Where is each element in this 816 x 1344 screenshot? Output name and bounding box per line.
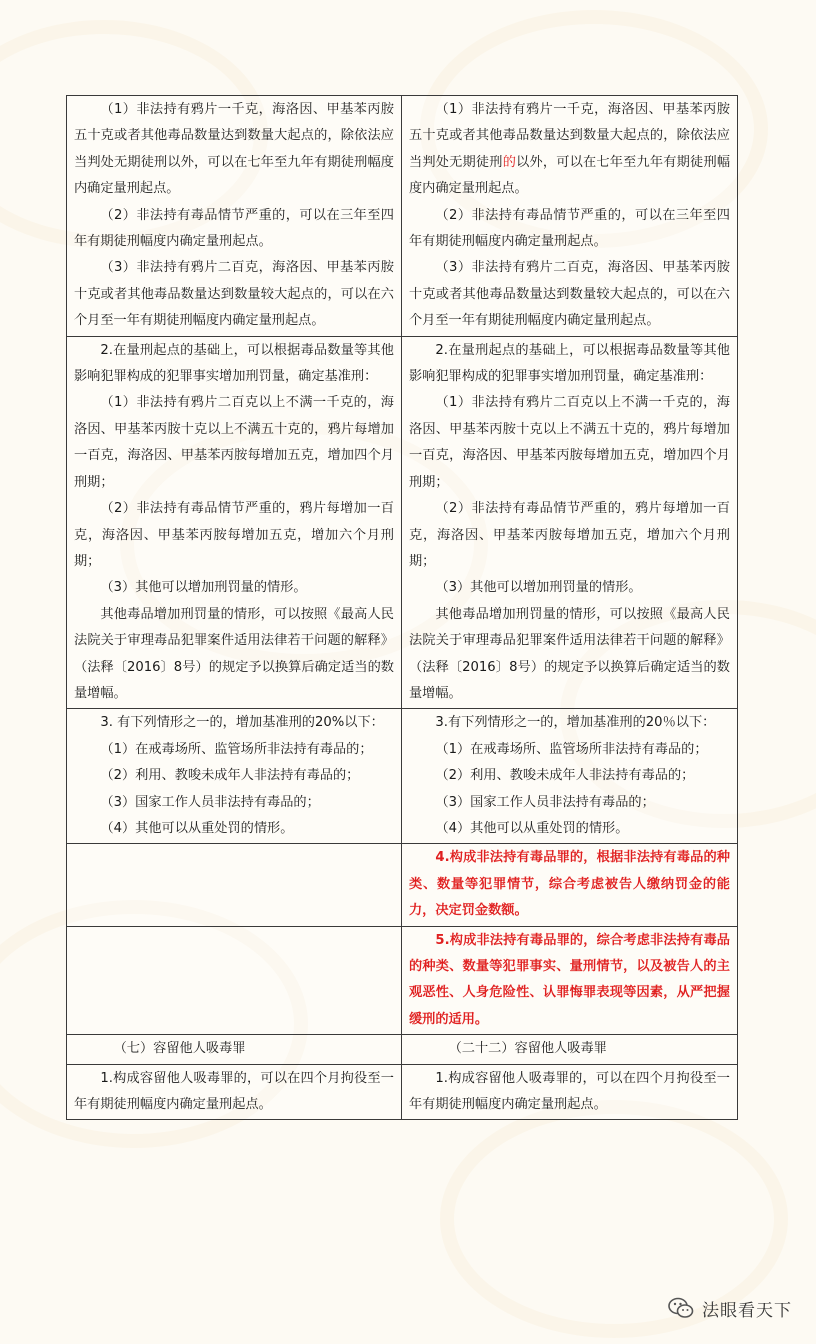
paragraph: （2）利用、教唆未成年人非法持有毒品的； (435, 768, 695, 784)
new-provision-paragraph: 4.构成非法持有毒品罪的，根据非法持有毒品的种类、数量等犯罪情节，综合考虑被告人缴纳罚金的能力，决定罚金数额。 (409, 850, 730, 919)
paragraph: 其他毒品增加刑罚量的情形，可以按照《最高人民法院关于审理毒品犯罪案件适用法律若干问题的解释》（法释〔2016〕8号）的规定予以换算后确定适当的数量增幅。 (409, 606, 730, 701)
paragraph: （4）其他可以从重处罚的情形。 (100, 820, 294, 836)
account-watermark (668, 1293, 792, 1323)
table-cell-old (67, 1035, 402, 1064)
paragraph: （3）非法持有鸦片二百克，海洛因、甲基苯丙胺十克或者其他毒品数量达到数量较大起点的，可以在六个月至一年有期徒刑幅度内确定量刑起点。 (74, 260, 394, 329)
paragraph: （3）国家工作人员非法持有毒品的； (100, 794, 320, 810)
table-cell-old (67, 709, 402, 844)
paragraph: 3. 有下列情形之一的，增加基准刑的20%以下： (100, 715, 384, 731)
text-span: （1）非法持有鸦片一千克，海洛因、甲基苯丙胺五十克或者其他毒品数量达到数量大起点的，除依法应当判处无期徒刑 (409, 102, 730, 170)
table-cell-new (402, 1064, 738, 1120)
paragraph: （1）在戒毒场所、监管场所非法持有毒品的； (100, 741, 373, 757)
paragraph: 3.有下列情形之一的，增加基准刑的20％以下： (435, 715, 716, 731)
paragraph: 1.构成容留他人吸毒罪的，可以在四个月拘役至一年有期徒刑幅度内确定量刑起点。 (74, 1070, 394, 1113)
table-cell-old-empty (67, 926, 402, 1035)
paragraph: （2）非法持有毒品情节严重的，可以在三年至四年有期徒刑幅度内确定量刑起点。 (409, 207, 730, 250)
table-row (67, 926, 738, 1035)
table-cell-new (402, 709, 738, 844)
table-row (67, 1035, 738, 1064)
paragraph: （2）非法持有毒品情节严重的，可以在三年至四年有期徒刑幅度内确定量刑起点。 (74, 207, 394, 250)
table-row (67, 844, 738, 926)
paragraph: （1）非法持有鸦片二百克以上不满一千克的，海洛因、甲基苯丙胺十克以上不满五十克的，鸦片每增加一百克，海洛因、甲基苯丙胺每增加五克，增加四个月刑期； (409, 395, 730, 490)
paragraph: （1）非法持有鸦片二百克以上不满一千克的，海洛因、甲基苯丙胺十克以上不满五十克的，鸦片每增加一百克，海洛因、甲基苯丙胺每增加五克，增加四个月刑期； (74, 395, 394, 490)
paragraph: 2.在量刑起点的基础上，可以根据毒品数量等其他影响犯罪构成的犯罪事实增加刑罚量，确定基准刑： (409, 342, 730, 385)
table-cell-old (67, 1064, 402, 1120)
paragraph: （3）其他可以增加刑罚量的情形。 (435, 580, 642, 596)
new-provision-paragraph: 5.构成非法持有毒品罪的，综合考虑非法持有毒品的种类、数量等犯罪事实、量刑情节，以及被告人的主观恶性、人身危险性、认罪悔罪表现等因素，从严把握缓刑的适用。 (409, 932, 730, 1027)
table-cell-new (402, 336, 738, 709)
section-heading: （七）容留他人吸毒罪 (113, 1041, 246, 1057)
table-row (67, 336, 738, 709)
table-cell-old (67, 96, 402, 337)
paragraph: （2）非法持有毒品情节严重的，鸦片每增加一百克，海洛因、甲基苯丙胺每增加五克，增加六个月刑期； (409, 501, 730, 569)
table-row (67, 709, 738, 844)
paragraph: （1）非法持有鸦片一千克，海洛因、甲基苯丙胺五十克或者其他毒品数量达到数量大起点的，除依法应当判处无期徒刑以外，可以在七年至九年有期徒刑幅度内确定量刑起点。 (74, 102, 394, 197)
table-cell-new (402, 926, 738, 1035)
paragraph (409, 97, 730, 203)
section-heading: （二十二）容留他人吸毒罪 (448, 1041, 607, 1057)
paragraph: 1.构成容留他人吸毒罪的，可以在四个月拘役至一年有期徒刑幅度内确定量刑起点。 (409, 1070, 730, 1113)
table-cell-old (67, 336, 402, 709)
account-name: 法眼看天下 (702, 1300, 792, 1321)
table-row (67, 96, 738, 337)
paragraph: （3）国家工作人员非法持有毒品的； (435, 794, 655, 810)
paragraph: 2.在量刑起点的基础上，可以根据毒品数量等其他影响犯罪构成的犯罪事实增加刑罚量，确定基准刑： (74, 342, 394, 385)
paragraph: （2）非法持有毒品情节严重的，鸦片每增加一百克，海洛因、甲基苯丙胺每增加五克，增加六个月刑期； (74, 501, 394, 569)
paragraph: （3）非法持有鸦片二百克，海洛因、甲基苯丙胺十克或者其他毒品数量达到数量较大起点的，可以在六个月至一年有期徒刑幅度内确定量刑起点。 (409, 260, 730, 329)
paragraph: 其他毒品增加刑罚量的情形，可以按照《最高人民法院关于审理毒品犯罪案件适用法律若干问题的解释》（法释〔2016〕8号）的规定予以换算后确定适当的数量增幅。 (74, 606, 394, 701)
table-row (67, 1064, 738, 1120)
table-cell-new (402, 844, 738, 926)
paragraph: （4）其他可以从重处罚的情形。 (435, 820, 629, 836)
table-cell-old-empty (67, 844, 402, 926)
paragraph: （1）在戒毒场所、监管场所非法持有毒品的； (435, 741, 708, 757)
comparison-table (66, 95, 738, 1120)
wechat-icon (668, 1297, 694, 1319)
table-cell-new (402, 1035, 738, 1064)
paragraph: （3）其他可以增加刑罚量的情形。 (100, 580, 307, 596)
highlighted-text: 的 (502, 154, 517, 170)
text-span: 以外，可以在七年至九年有期徒刑幅度内确定量刑起点。 (409, 154, 731, 197)
table-cell-new (402, 96, 738, 337)
paragraph: （2）利用、教唆未成年人非法持有毒品的； (100, 768, 360, 784)
